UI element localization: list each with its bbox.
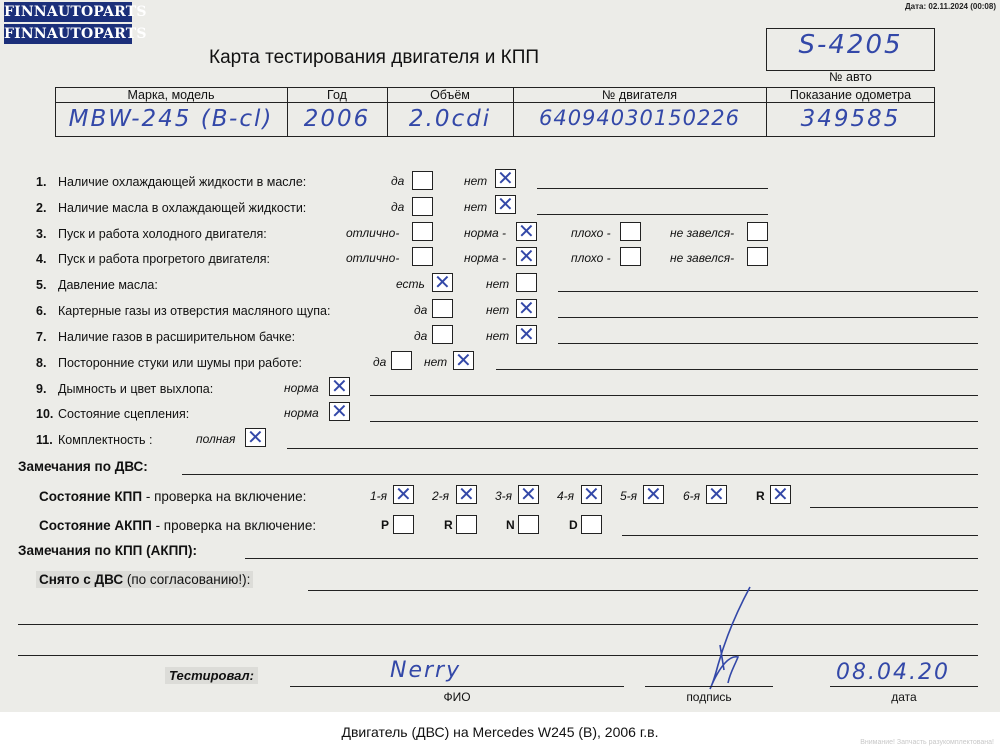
akpp-check-line [622,535,978,536]
row-7-opt-yes: да [414,329,428,343]
row-5-checkbox-no[interactable] [516,273,537,292]
date-stamp: Дата: 02.11.2024 (00:08) [904,2,996,11]
value-engine-no: 64094030150226 [538,106,741,130]
value-year: 2006 [303,106,371,132]
row-8-label: 8. Посторонние стуки или шумы при работе: [36,356,302,370]
gear-6-checkbox[interactable] [706,485,727,504]
value-model: MBW-245 (B-cl) [68,106,274,132]
row-4-opt-excellent: отлично- [346,251,400,265]
row-2-label: 2. Наличие масла в охлаждающей жидкости: [36,201,307,215]
kpp-remarks-line [245,558,978,559]
row-3-opt-nostart: не завелся- [670,226,735,240]
row-4-label: 4. Пуск и работа прогретого двигателя: [36,252,270,266]
row-9-opt-normal: норма [284,381,319,395]
row-3-opt-normal: норма - [464,226,507,240]
akpp-check-label: Состояние АКПП - проверка на включение: [39,518,317,533]
row-2-opt-yes: да [391,200,405,214]
row-6-line [558,317,978,318]
row-10-label: 10. Состояние сцепления: [36,407,190,421]
row-11-label: 11. Комплектность : [36,433,153,447]
row-6-checkbox-yes[interactable] [432,299,453,318]
gear-6-label: 6-я [683,489,701,503]
row-4-checkbox-excellent[interactable] [412,247,433,266]
row-3-checkbox-bad[interactable] [620,222,641,241]
row-2-opt-no: нет [464,200,488,214]
row-9-checkbox-normal[interactable] [329,377,350,396]
gear-r-label: R [756,489,765,503]
row-5-opt-yes: есть [396,277,425,291]
row-8-opt-no: нет [424,355,448,369]
row-4-checkbox-nostart[interactable] [747,247,768,266]
row-1-line [537,188,768,189]
gear-3-label: 3-я [495,489,513,503]
fio-value: Nerry [390,658,462,683]
gear-1-checkbox[interactable] [393,485,414,504]
header-volume: Объём [430,88,470,102]
row-7-checkbox-yes[interactable] [432,325,453,344]
row-4-opt-bad: плохо - [571,251,611,265]
row-11-opt-complete: полная [196,432,236,446]
page-title: Карта тестирования двигателя и КПП [209,47,540,68]
row-8-checkbox-no[interactable] [453,351,474,370]
date-value: 08.04.20 [836,660,950,685]
gear-3-checkbox[interactable] [518,485,539,504]
sign-line [645,686,773,687]
row-3-checkbox-normal[interactable] [516,222,537,241]
row-1-opt-yes: да [391,174,405,188]
row-9-line [370,395,978,396]
row-4-checkbox-bad[interactable] [620,247,641,266]
row-5-checkbox-yes[interactable] [432,273,453,292]
row-6-checkbox-no[interactable] [516,299,537,318]
kpp-check-line [810,507,978,508]
row-4-checkbox-normal[interactable] [516,247,537,266]
brand-watermark-2: FINNAUTOPARTS [4,26,147,42]
row-10-opt-normal: норма [284,406,319,420]
auto-number-label: № авто [829,70,872,84]
header-engine-no: № двигателя [602,88,677,102]
gear-5-checkbox[interactable] [643,485,664,504]
row-5-opt-no: нет [486,277,510,291]
row-8-opt-yes: да [373,355,387,369]
gear-1-label: 1-я [370,489,388,503]
gear-2-checkbox[interactable] [456,485,477,504]
row-10-checkbox-normal[interactable] [329,402,350,421]
row-3-checkbox-nostart[interactable] [747,222,768,241]
row-5-label: 5. Давление масла: [36,278,158,292]
tested-label: Тестировал: [165,667,258,684]
row-1-checkbox-no[interactable] [495,169,516,188]
image-caption: Двигатель (ДВС) на Mercedes W245 (B), 2006 г.в. [341,724,659,740]
row-7-line [558,343,978,344]
row-11-checkbox-complete[interactable] [245,428,266,447]
header-model: Марка, модель [127,88,215,102]
gear-2-label: 2-я [432,489,450,503]
akpp-r-checkbox[interactable] [456,515,477,534]
gear-4-label: 4-я [557,489,575,503]
fio-label: ФИО [443,690,471,704]
blank-line-1 [18,624,978,625]
fio-line [290,686,624,687]
akpp-n-checkbox[interactable] [518,515,539,534]
gear-5-label: 5-я [620,489,638,503]
row-5-line [558,291,978,292]
footer-watermark: Внимание! Запчасть разукомплектована! [860,739,994,746]
table-divider [55,102,935,103]
row-6-opt-yes: да [414,303,428,317]
row-2-checkbox-no[interactable] [495,195,516,214]
row-2-line [537,214,768,215]
row-10-line [370,421,978,422]
row-11-line [287,448,978,449]
row-6-label: 6. Картерные газы из отверстия масляного щупа: [36,304,331,318]
kpp-check-label: Состояние КПП - проверка на включение: [39,489,307,504]
akpp-r-label: R [444,518,453,532]
row-7-checkbox-no[interactable] [516,325,537,344]
akpp-d-checkbox[interactable] [581,515,602,534]
gear-r-checkbox[interactable] [770,485,791,504]
signature-scribble [690,585,770,695]
row-9-label: 9. Дымность и цвет выхлопа: [36,382,214,396]
akpp-n-label: N [506,518,515,532]
blank-line-2 [18,655,978,656]
brand-watermark: FINNAUTOPARTS [4,4,147,20]
date-label: дата [891,690,917,704]
value-odometer: 349585 [800,106,901,132]
dvs-remarks-label: Замечания по ДВС: [18,459,148,474]
row-3-opt-excellent: отлично- [346,226,400,240]
row-3-label: 3. Пуск и работа холодного двигателя: [36,227,267,241]
row-1-opt-no: нет [464,174,488,188]
akpp-d-label: D [569,518,578,532]
akpp-p-label: P [381,518,390,532]
row-1-checkbox-yes[interactable] [412,171,433,190]
auto-number-value: S-4205 [798,30,903,60]
row-3-opt-bad: плохо - [571,226,611,240]
value-volume: 2.0cdi [408,106,492,132]
header-odometer: Показание одометра [789,88,912,102]
row-4-opt-normal: норма - [464,251,507,265]
dvs-remarks-line [182,474,978,475]
row-1-label: 1. Наличие охлаждающей жидкости в масле: [36,175,307,189]
row-7-opt-no: нет [486,329,510,343]
row-6-opt-no: нет [486,303,510,317]
row-2-checkbox-yes[interactable] [412,197,433,216]
row-8-line [496,369,978,370]
akpp-p-checkbox[interactable] [393,515,414,534]
removed-label: Снято с ДВС (по согласованию!): [36,571,253,588]
row-4-opt-nostart: не завелся- [670,251,735,265]
kpp-remarks-label: Замечания по КПП (АКПП): [18,543,197,558]
gear-4-checkbox[interactable] [581,485,602,504]
header-year: Год [327,88,347,102]
row-3-checkbox-excellent[interactable] [412,222,433,241]
sign-label: подпись [686,690,732,704]
row-8-checkbox-yes[interactable] [391,351,412,370]
row-7-label: 7. Наличие газов в расширительном бачке: [36,330,296,344]
removed-line [308,590,978,591]
date-line [830,686,978,687]
